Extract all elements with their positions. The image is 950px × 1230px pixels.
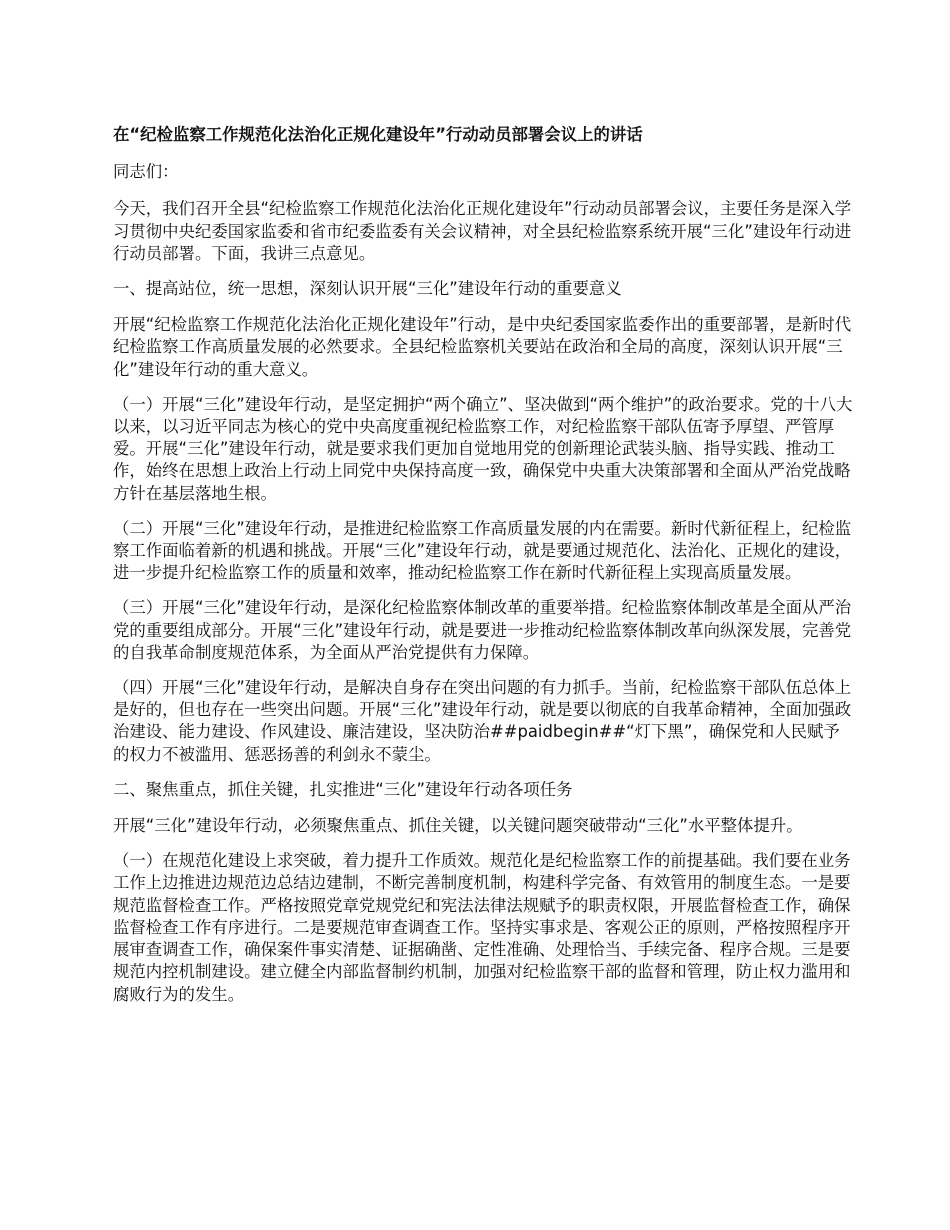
section-1-point-2-paragraph: （二）开展“三化”建设年行动，是推进纪检监察工作高质量发展的内在需要。新时代新征程上，纪检监察工作面临着新的机遇和挑战。开展“三化”建设年行动，就是要通过规范化、法治化、正规化的建设，进一步提升纪检监察工作的质量和效率，推动纪检监察工作在新时代新征程上实现高质量发展。	[113, 518, 852, 583]
document-title: 在“纪检监察工作规范化法治化正规化建设年”行动动员部署会议上的讲话	[113, 125, 643, 144]
salutation: 同志们：	[113, 162, 179, 182]
intro-paragraph: 今天，我们召开全县“纪检监察工作规范化法治化正规化建设年”行动动员部署会议，主要任务是深入学习贯彻中央纪委国家监委和省市纪委监委有关会议精神，对全县纪检监察系统开展“三化”建设年行动进行动员部署。下面，我讲三点意见。	[113, 199, 852, 263]
section-1-point-4-paragraph: （四）开展“三化”建设年行动，是解决自身存在突出问题的有力抓手。当前，纪检监察干部队伍总体上是好的，但也存在一些突出问题。开展“三化”建设年行动，就是要以彻底的自我革命精神，全面加强政治建设、能力建设、作风建设、廉洁建设，坚决防治##paidbegin##“灯下黑”，确保党和人民赋予的权力不被滥用、惩恶扬善的利剑永不蒙尘。	[113, 678, 852, 764]
section-1-point-1-paragraph: （一）开展“三化”建设年行动，是坚定拥护“两个确立”、坚决做到“两个维护”的政治要求。党的十八大以来，以习近平同志为核心的党中央高度重视纪检监察工作，对纪检监察干部队伍寄予厚望、严管厚爱。开展“三化”建设年行动，就是要求我们更加自觉地用党的创新理论武装头脑、指导实践、推动工作，始终在思想上政治上行动上同党中央保持高度一致，确保党中央重大决策部署和全面从严治党战略方针在基层落地生根。	[113, 394, 853, 503]
section-1-point-3-paragraph: （三）开展“三化”建设年行动，是深化纪检监察体制改革的重要举措。纪检监察体制改革是全面从严治党的重要组成部分。开展“三化”建设年行动，就是要进一步推动纪检监察体制改革向纵深发展，完善党的自我革命制度规范体系，为全面从严治党提供有力保障。	[113, 598, 852, 662]
section-2-lead-paragraph: 开展“三化”建设年行动，必须聚焦重点、抓住关键，以关键问题突破带动“三化”水平整体提升。	[113, 816, 803, 836]
section-1-lead-paragraph: 开展“纪检监察工作规范化法治化正规化建设年”行动，是中央纪委国家监委作出的重要部署，是新时代纪检监察工作高质量发展的必然要求。全县纪检监察机关要站在政治和全局的高度，深刻认识开展“三化”建设年行动的重大意义。	[113, 315, 852, 379]
section-2-point-1-paragraph: （一）在规范化建设上求突破，着力提升工作质效。规范化是纪检监察工作的前提基础。我们要在业务工作上边推进边规范边总结边建制，不断完善制度机制，构建科学完备、有效管用的制度生态。一是要规范监督检查工作。严格按照党章党规党纪和宪法法律法规赋予的职责权限，开展监督检查工作，确保监督检查工作有序进行。二是要规范审查调查工作。坚持实事求是、客观公正的原则，严格按照程序开展审查调查工作，确保案件事实清楚、证据确凿、定性准确、处理恰当、手续完备、程序合规。三是要规范内控机制建设。建立健全内部监督制约机制，加强对纪检监察干部的监督和管理，防止权力滥用和腐败行为的发生。	[113, 851, 851, 1004]
section-2-heading: 二、聚焦重点，抓住关键，扎实推进“三化”建设年行动各项任务	[113, 779, 573, 799]
document-page	[113, 124, 855, 1019]
section-1-heading: 一、提高站位，统一思想，深刻认识开展“三化”建设年行动的重要意义	[113, 279, 622, 299]
